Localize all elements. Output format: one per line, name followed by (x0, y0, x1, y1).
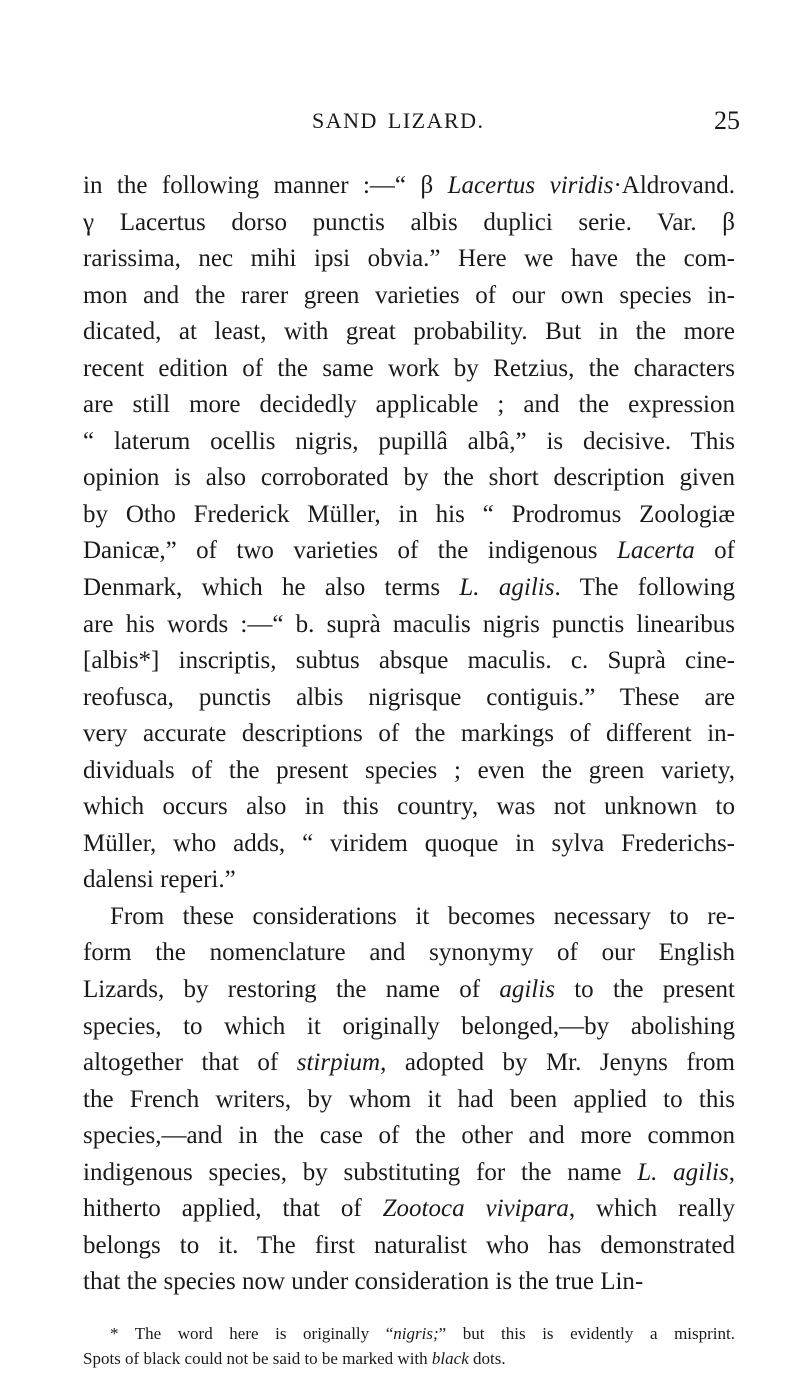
footnote (83, 1321, 735, 1371)
footnote-line: * The word here is originally “nigris;” but this is evidently a misprint. (110, 1324, 735, 1343)
page-number: 25 (714, 106, 740, 135)
body-text-line: which occurs also in this country, was not unknown to (83, 793, 735, 821)
body-text-line: species,—and in the case of the other and more common (83, 1122, 735, 1150)
body-text-line: in the following manner :—“ β Lacertus viridis·Aldrovand. (83, 172, 735, 199)
italic-text: Lacerta (616, 537, 695, 565)
footnote-line: Spots of black could not be said to be marked with black dots. (83, 1349, 506, 1368)
body-text-line: indigenous species, by substituting for the name L. agilis, (83, 1158, 735, 1186)
body-text-line: [albis*] inscriptis, subtus absque maculis. c. Suprà cine- (83, 647, 735, 675)
body-text-line: form the nomenclature and synonymy of our English (83, 939, 735, 967)
body-text-line: rarissima, nec mihi ipsi obvia.” Here we have the com- (83, 245, 735, 273)
body-text-line: dalensi reperi.” (83, 866, 236, 894)
body-text-line: γ Lacertus dorso punctis albis duplici serie. Var. β (83, 208, 735, 236)
body-text-line: that the species now under consideration is the true Lin- (83, 1268, 644, 1296)
italic-text: Zootoca vivipara (382, 1195, 569, 1223)
italic-text: nigris; (393, 1324, 439, 1343)
body-text-line: species, to which it originally belonged,—by abolishing (83, 1012, 735, 1040)
body-text-line: are his words :—“ b. suprà maculis nigris punctis linearibus (83, 610, 735, 638)
running-head: SAND LIZARD. (312, 108, 485, 133)
italic-text: Lacertus viridis (447, 172, 614, 199)
body-text-line: recent edition of the same work by Retzius, the characters (83, 354, 735, 382)
body-text-line: belongs to it. The first naturalist who has demonstrated (83, 1231, 735, 1259)
body-text-line: very accurate descriptions of the markings of different in- (83, 720, 735, 748)
body-text-line: Danicæ,” of two varieties of the indigenous Lacerta of (83, 537, 735, 565)
body-text-line: dividuals of the present species ; even the green variety, (83, 756, 735, 784)
body-text-line: From these considerations it becomes necessary to re- (110, 902, 735, 930)
italic-text: agilis (499, 976, 555, 1004)
page-header (0, 108, 800, 144)
body-text-line: are still more decidedly applicable ; and the expression (83, 391, 735, 419)
body-text-line: mon and the rarer green varieties of our own species in- (83, 281, 735, 309)
body-text-line: reofusca, punctis albis nigrisque contiguis.” These are (83, 683, 735, 711)
body-text-line: the French writers, by whom it had been applied to this (83, 1085, 735, 1113)
body-text-line: altogether that of stirpium, adopted by Mr. Jenyns from (83, 1049, 735, 1077)
body-text-line: Denmark, which he also terms L. agilis. The following (83, 574, 735, 602)
body-text-line: Müller, who adds, “ viridem quoque in sylva Frederichs- (83, 829, 735, 857)
body-text (83, 168, 735, 1301)
body-text-line: Lizards, by restoring the name of agilis to the present (83, 976, 735, 1004)
body-text-line: hitherto applied, that of Zootoca vivipara, which really (83, 1195, 735, 1223)
body-text-line: by Otho Frederick Müller, in his “ Prodromus Zoologiæ (83, 500, 735, 528)
italic-text: L. agilis (459, 574, 555, 602)
italic-text: stirpium (296, 1049, 381, 1077)
italic-text: black (431, 1349, 469, 1368)
body-text-line: opinion is also corroborated by the short description given (83, 464, 735, 492)
body-text-line: dicated, at least, with great probability. But in the more (83, 318, 735, 346)
italic-text: L. agilis (637, 1158, 729, 1186)
body-text-line: “ laterum ocellis nigris, pupillâ albâ,” is decisive. This (83, 427, 735, 455)
